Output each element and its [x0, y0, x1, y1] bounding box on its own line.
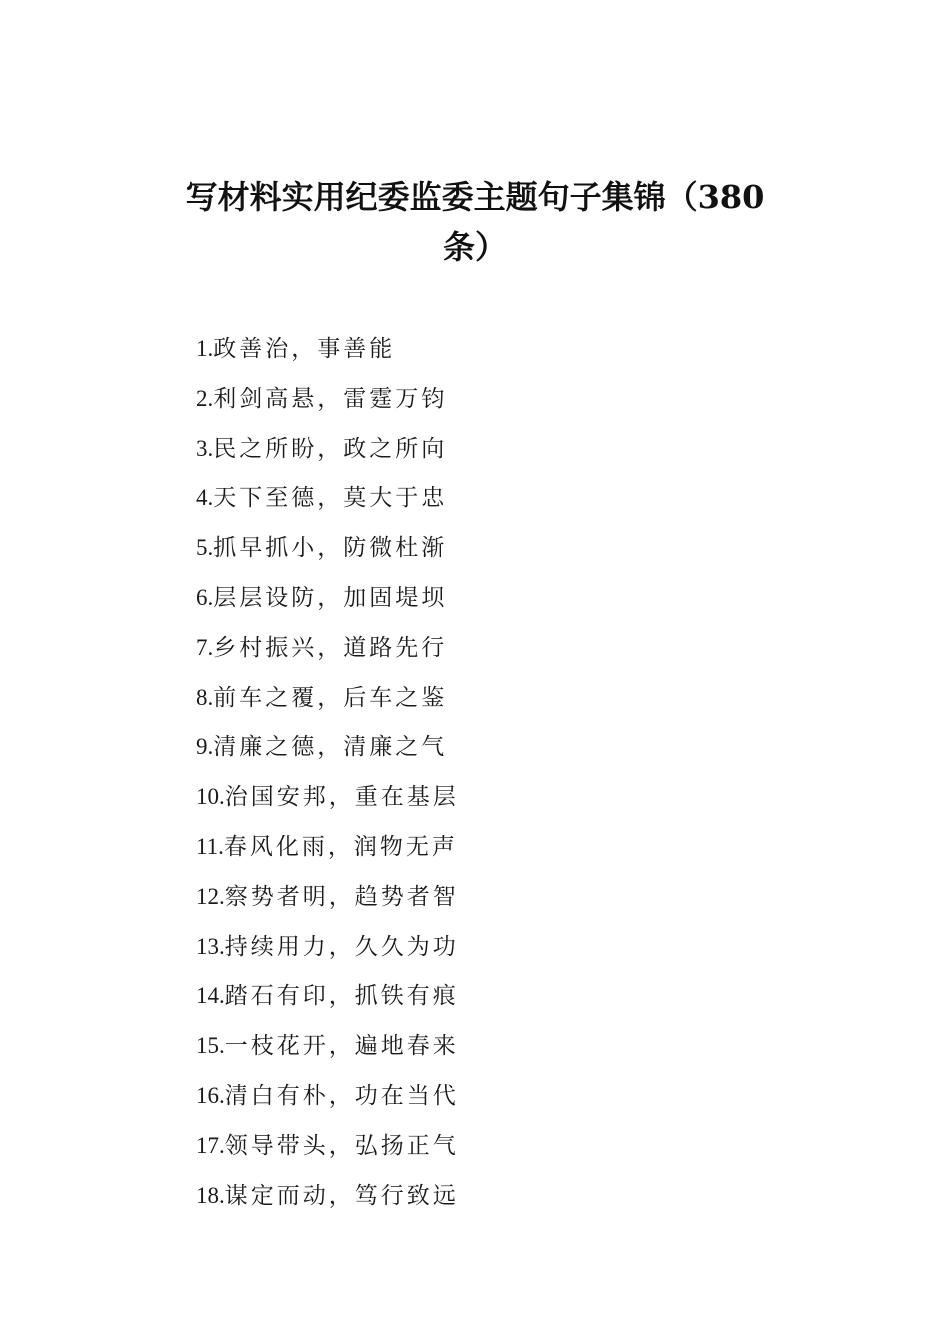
item-number: 11. — [196, 833, 224, 859]
title-line-1: 写材料实用纪委监委主题句子集锦（380 — [185, 178, 765, 216]
list-item — [196, 1027, 459, 1077]
item-number: 4. — [196, 485, 214, 511]
item-number: 17. — [196, 1132, 225, 1158]
item-text: 清廉之德，清廉之气 — [213, 734, 448, 761]
item-text: 察势者明，趋势者智 — [224, 883, 459, 910]
item-number: 14. — [196, 983, 225, 1009]
list-item — [196, 728, 459, 778]
item-text: 前车之覆，后车之鉴 — [213, 684, 448, 711]
item-text: 天下至德，莫大于忠 — [213, 485, 448, 512]
list-item — [196, 778, 459, 828]
list-item — [196, 629, 459, 679]
item-number: 13. — [196, 933, 225, 959]
list-item — [196, 380, 459, 430]
item-text: 层层设防，加固堤坝 — [213, 584, 448, 611]
list-item — [196, 330, 459, 380]
item-text: 利剑高悬，雷霆万钧 — [213, 385, 448, 412]
item-text: 领导带头，弘扬正气 — [224, 1132, 459, 1159]
item-number: 18. — [196, 1182, 225, 1208]
item-number: 12. — [196, 883, 225, 909]
item-number: 15. — [196, 1033, 225, 1059]
list-item — [196, 1077, 459, 1127]
phrase-list — [196, 330, 459, 1226]
list-item — [196, 928, 459, 978]
item-number: 16. — [196, 1082, 225, 1108]
list-item — [196, 828, 459, 878]
list-item — [196, 479, 459, 529]
list-item — [196, 878, 459, 928]
item-number: 3. — [196, 435, 214, 461]
item-text: 春风化雨，润物无声 — [223, 833, 458, 860]
item-text: 一枝花开，遍地春来 — [224, 1033, 459, 1060]
title-line-2: 条） — [442, 228, 507, 266]
item-number: 5. — [196, 535, 214, 561]
item-number: 10. — [196, 784, 225, 810]
item-number: 6. — [196, 584, 214, 610]
item-number: 7. — [196, 634, 214, 660]
item-text: 乡村振兴，道路先行 — [213, 634, 448, 661]
item-text: 踏石有印，抓铁有痕 — [224, 983, 459, 1010]
item-text: 清白有朴，功在当代 — [224, 1082, 459, 1109]
list-item — [196, 430, 459, 480]
document-title — [150, 172, 800, 272]
list-item — [196, 1127, 459, 1177]
list-item — [196, 1177, 459, 1227]
item-text: 治国安邦，重在基层 — [224, 784, 459, 811]
item-text: 持续用力，久久为功 — [224, 933, 459, 960]
item-number: 9. — [196, 734, 214, 760]
list-item — [196, 679, 459, 729]
item-text: 抓早抓小，防微杜渐 — [213, 535, 448, 562]
item-number: 1. — [196, 336, 214, 361]
list-item — [196, 529, 459, 579]
item-number: 2. — [196, 385, 214, 411]
item-text: 民之所盼，政之所向 — [213, 435, 448, 462]
list-item — [196, 977, 459, 1027]
list-item — [196, 579, 459, 629]
item-number: 8. — [196, 684, 214, 710]
item-text: 谋定而动，笃行致远 — [224, 1182, 459, 1209]
item-text: 政善治，事善能 — [213, 336, 396, 362]
